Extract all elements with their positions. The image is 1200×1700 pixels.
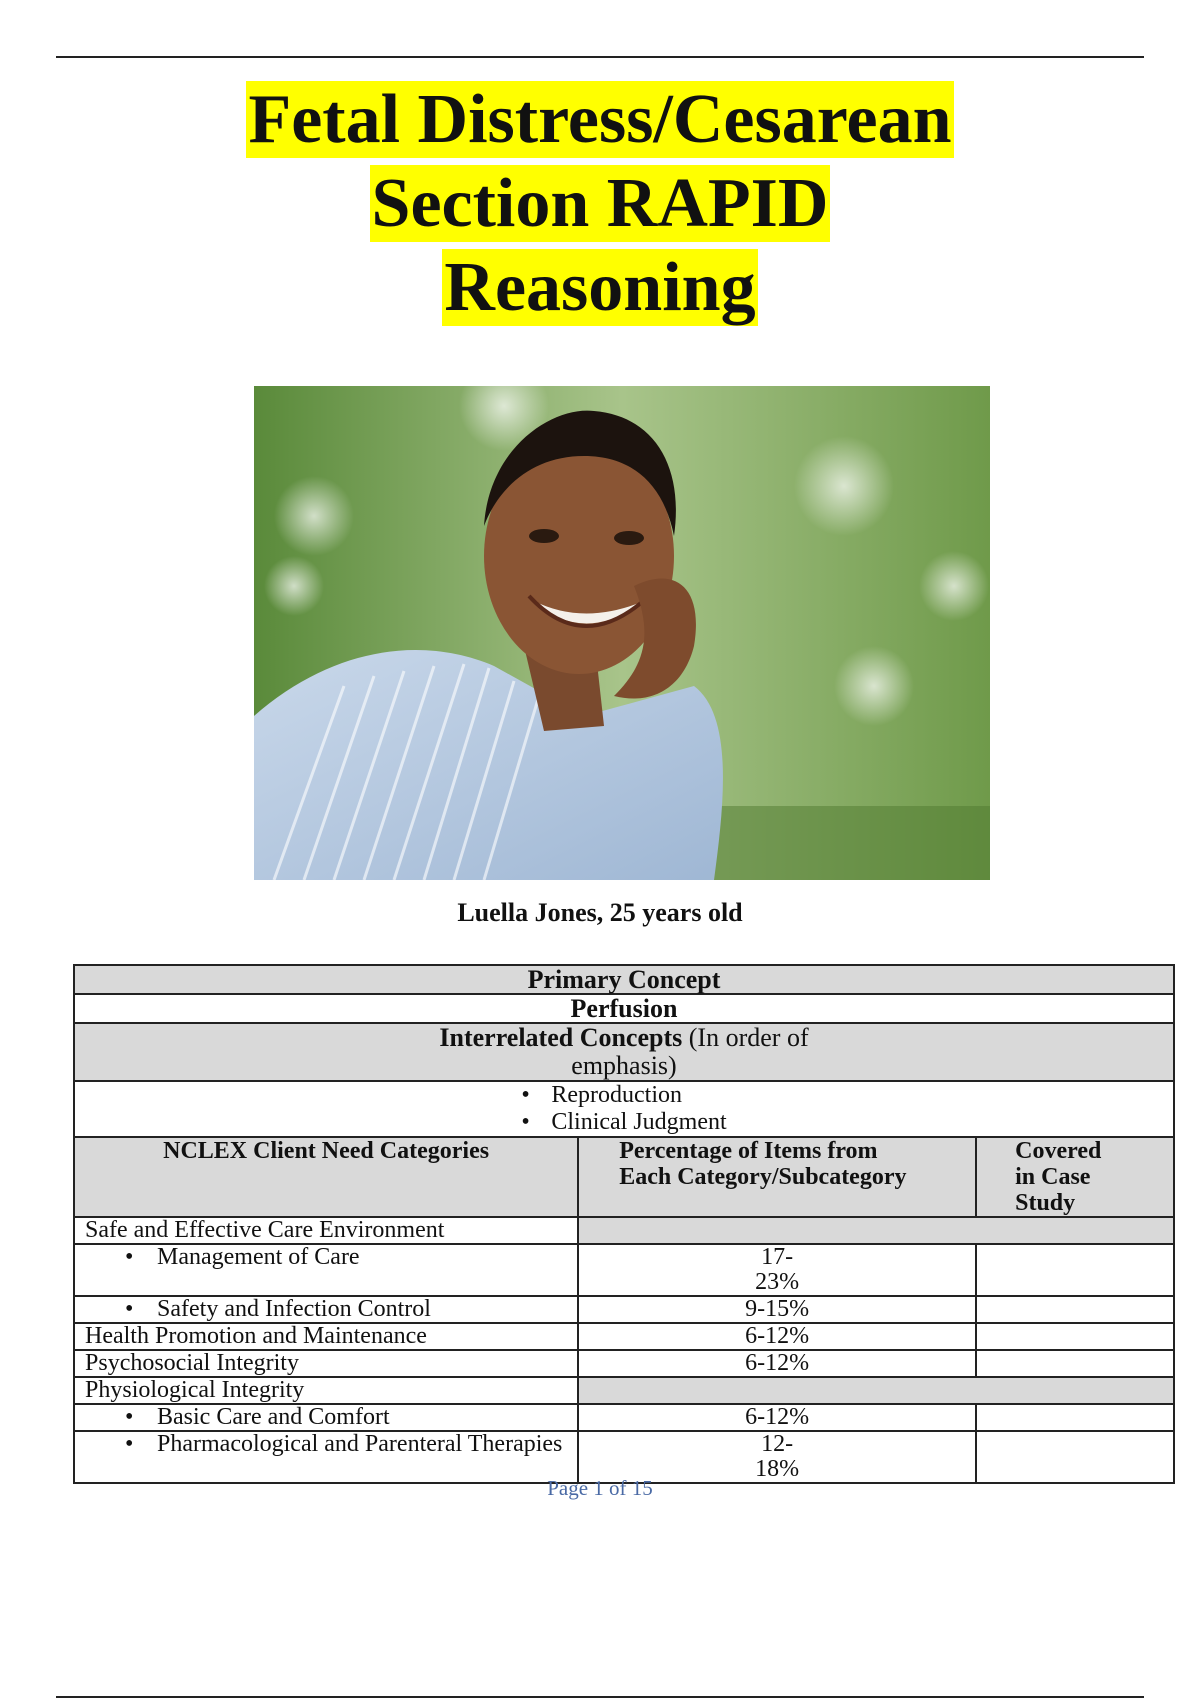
interrelated-note: (In order of emphasis) — [571, 1023, 809, 1080]
patient-photo-image — [254, 386, 990, 880]
document-title — [0, 78, 1200, 330]
table-row — [74, 1217, 1174, 1244]
subcategory-label: • Management of Care — [74, 1244, 578, 1296]
category-shade — [578, 1377, 1174, 1404]
interrelated-items-row — [74, 1081, 1174, 1137]
category-label: Psychosocial Integrity — [74, 1350, 578, 1377]
page-number: Page 1 of 15 — [547, 1476, 653, 1500]
interrelated-item: • Clinical Judgment — [521, 1109, 726, 1136]
col-header-covered: Covered in Case Study — [976, 1137, 1174, 1217]
interrelated-header: Interrelated Concepts — [439, 1023, 683, 1052]
interrelated-header-row — [74, 1023, 1174, 1081]
table-row — [74, 1323, 1174, 1350]
title-line-2: Section RAPID — [371, 165, 829, 242]
col-header-categories: NCLEX Client Need Categories — [74, 1137, 578, 1217]
table-row — [74, 1377, 1174, 1404]
covered-cell — [976, 1350, 1174, 1377]
category-percentage: 12-18% — [578, 1431, 976, 1483]
bottom-rule — [56, 1696, 1144, 1698]
category-percentage: 6-12% — [578, 1323, 976, 1350]
top-rule — [56, 56, 1144, 58]
table-row — [74, 1296, 1174, 1323]
primary-concept-value: Perfusion — [74, 994, 1174, 1023]
category-shade — [578, 1217, 1174, 1244]
interrelated-items-cell — [74, 1081, 1174, 1137]
col-header-percentage: Percentage of Items from Each Category/Subcategory — [578, 1137, 976, 1217]
subcategory-label: • Safety and Infection Control — [74, 1296, 578, 1323]
covered-cell — [976, 1404, 1174, 1431]
table-row — [74, 1350, 1174, 1377]
category-percentage: 6-12% — [578, 1350, 976, 1377]
title-line-1: Fetal Distress/Cesarean — [248, 81, 952, 158]
category-percentage: 9-15% — [578, 1296, 976, 1323]
primary-concept-header: Primary Concept — [74, 965, 1174, 994]
covered-cell — [976, 1296, 1174, 1323]
interrelated-header-cell — [74, 1023, 1174, 1081]
subcategory-label: • Basic Care and Comfort — [74, 1404, 578, 1431]
column-header-row — [74, 1137, 1174, 1217]
table-row — [74, 1404, 1174, 1431]
category-percentage: 6-12% — [578, 1404, 976, 1431]
title-line-3: Reasoning — [444, 249, 756, 326]
category-percentage: 17-23% — [578, 1244, 976, 1296]
concepts-table — [73, 964, 1175, 1484]
covered-cell — [976, 1323, 1174, 1350]
patient-photo — [254, 386, 990, 880]
primary-concept-row — [74, 994, 1174, 1023]
photo-caption: Luella Jones, 25 years old — [457, 898, 743, 927]
table-row — [74, 1244, 1174, 1296]
primary-concept-header-row — [74, 965, 1174, 994]
category-label: Physiological Integrity — [74, 1377, 578, 1404]
interrelated-item: • Reproduction — [521, 1082, 726, 1109]
category-label: Health Promotion and Maintenance — [74, 1323, 578, 1350]
category-label: Safe and Effective Care Environment — [74, 1217, 578, 1244]
subcategory-label: • Pharmacological and Parenteral Therapies — [74, 1431, 578, 1483]
covered-cell — [976, 1244, 1174, 1296]
